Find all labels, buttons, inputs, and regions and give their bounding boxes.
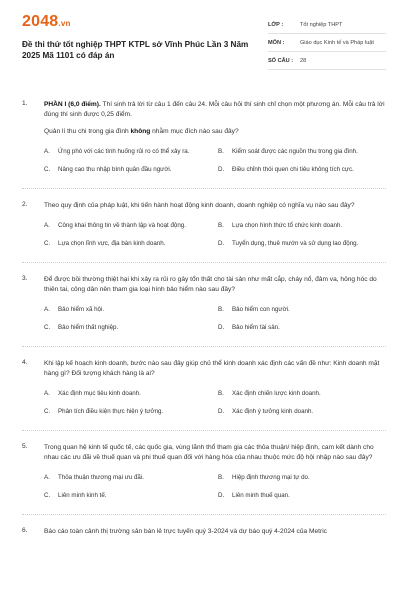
option-b[interactable] — [218, 146, 386, 158]
option-a[interactable] — [44, 472, 212, 484]
option-text: Bảo hiểm xã hội. — [58, 306, 105, 314]
question-divider — [22, 188, 386, 189]
exam-meta — [268, 16, 386, 70]
option-text: Phân tích điều kiện thực hiện ý tưởng. — [58, 408, 164, 416]
option-c[interactable] — [44, 238, 212, 250]
option-text: Thỏa thuận thương mại ưu đãi. — [58, 474, 144, 482]
site-logo[interactable] — [22, 14, 268, 32]
question-4 — [22, 359, 386, 418]
option-letter: A. — [44, 148, 50, 156]
option-letter: B. — [218, 474, 224, 482]
question-stem: Để được bồi thường thiệt hại khi xảy ra rủi ro gây tổn thất cho tài sản như mất cắp, cháy nổ, đâm va, hỏng hóc do thiên tai, công dân nên tham gia loại hình bảo hiểm nào sau đây? — [44, 276, 377, 293]
option-letter: B. — [218, 222, 224, 230]
page-header — [0, 0, 400, 70]
option-text: Liên minh thuế quan. — [232, 492, 290, 500]
option-letter: D. — [218, 492, 225, 500]
meta-row-count — [268, 52, 386, 70]
answer-options — [44, 146, 386, 176]
option-text: Tuyển dụng, thuê mướn và sử dụng lao động. — [232, 240, 359, 248]
option-letter: C. — [44, 166, 51, 174]
exam-title: Đề thi thử tốt nghiệp THPT KTPL sở Vĩnh Phúc Lần 3 Năm 2025 Mã 1101 có đáp án — [22, 40, 249, 60]
meta-row-class — [268, 16, 386, 34]
question-stem: Khi lập kế hoạch kinh doanh, bước nào sau đây giúp chủ thể kinh doanh xác định các vấn đề như: Kinh doanh mặt hàng gì? Đối tượng khách hàng là ai? — [44, 360, 380, 377]
meta-key: MÔN : — [267, 39, 285, 46]
question-divider — [22, 514, 386, 515]
option-d[interactable] — [218, 322, 386, 334]
question-divider — [22, 262, 386, 263]
question-1 — [22, 100, 386, 176]
option-d[interactable] — [218, 490, 386, 502]
option-text: Ứng phó với các tình huống rủi ro có thể xảy ra. — [58, 148, 190, 156]
question-stem: Trong quan hệ kinh tế quốc tế, các quốc gia, vùng lãnh thổ tham gia các thỏa thuận/ hiệp định, cam kết dành cho nhau các ưu đãi về thuế quan và phi thuế quan đối với hàng hóa của nhau thuộc mức độ hội nhập nào sau đây? — [44, 444, 374, 461]
question-divider — [22, 430, 386, 431]
option-text: Bảo hiểm tài sản. — [232, 324, 280, 332]
option-c[interactable] — [44, 406, 212, 418]
option-text: Lựa chọn lĩnh vực, địa bàn kinh doanh. — [58, 240, 166, 248]
questions-list — [0, 100, 400, 537]
option-letter: C. — [44, 408, 51, 416]
meta-row-subject — [268, 34, 386, 52]
option-letter: B. — [218, 390, 224, 398]
part-label: PHẦN I (6,0 điểm). — [44, 101, 101, 108]
question-number: 1. — [22, 100, 28, 107]
answer-options — [44, 388, 386, 418]
option-b[interactable] — [218, 472, 386, 484]
stem-text: Quản lí thu chi trong gia đình — [44, 128, 131, 135]
question-number: 6. — [22, 527, 28, 534]
option-a[interactable] — [44, 388, 212, 400]
option-c[interactable] — [44, 322, 212, 334]
question-number: 2. — [22, 201, 28, 208]
option-b[interactable] — [218, 304, 386, 316]
option-a[interactable] — [44, 304, 212, 316]
option-letter: D. — [218, 166, 225, 174]
question-stem: Theo quy định của pháp luật, khi tiến hành hoạt động kinh doanh, doanh nghiệp có nghĩa vụ nào sau đây? — [44, 202, 355, 209]
question-number: 5. — [22, 443, 28, 450]
option-letter: C. — [44, 324, 51, 332]
option-text: Công khai thông tin về thành lập và hoạt động. — [58, 222, 186, 230]
answer-options — [44, 220, 386, 250]
option-a[interactable] — [44, 146, 212, 158]
option-letter: B. — [218, 306, 224, 314]
meta-key: SỐ CÂU : — [267, 57, 294, 64]
option-letter: C. — [44, 240, 51, 248]
option-text: Lựa chọn hình thức tổ chức kinh doanh. — [232, 222, 343, 230]
answer-options — [44, 304, 386, 334]
option-letter: D. — [218, 324, 225, 332]
option-text: Kiểm soát được các nguồn thu trong gia đình. — [232, 148, 358, 156]
option-letter: D. — [218, 408, 225, 416]
logo-text: 2048 — [22, 13, 59, 30]
option-letter: A. — [44, 390, 50, 398]
option-letter: A. — [44, 474, 50, 482]
question-stem: Báo cáo toàn cảnh thị trường sản bán lẻ trực tuyến quý 3-2024 và dự báo quý 4-2024 của Metric — [44, 528, 327, 535]
option-letter: D. — [218, 240, 225, 248]
stem-emphasis: không — [130, 128, 151, 135]
meta-value: Tốt nghiệp THPT — [299, 21, 343, 28]
option-c[interactable] — [44, 490, 212, 502]
meta-key: LỚP : — [267, 21, 284, 28]
brand-block — [22, 14, 268, 70]
option-letter: C. — [44, 492, 51, 500]
option-b[interactable] — [218, 220, 386, 232]
option-text: Điều chỉnh thói quen chi tiêu không tích cực. — [232, 166, 354, 174]
option-text: Hiệp định thương mại tự do. — [232, 474, 310, 482]
option-d[interactable] — [218, 406, 386, 418]
option-d[interactable] — [218, 238, 386, 250]
question-2 — [22, 201, 386, 250]
question-number: 3. — [22, 275, 28, 282]
option-text: Xác định mục tiêu kinh doanh. — [58, 390, 141, 398]
question-divider — [22, 346, 386, 347]
option-text: Liên minh kinh tế. — [58, 492, 107, 500]
option-text: Bảo hiểm thất nghiệp. — [58, 324, 119, 332]
question-intro — [44, 100, 386, 120]
stem-text: nhằm mục đích nào sau đây? — [150, 128, 239, 135]
option-c[interactable] — [44, 164, 212, 176]
part-instructions: Thí sinh trả lời từ câu 1 đến câu 24. Mỗi câu hỏi thí sinh chỉ chọn một phương án. Mỗi câu trả lời đúng thí sinh được 0,25 điểm. — [44, 101, 385, 118]
meta-value: Giáo dục Kinh tế và Pháp luật — [299, 39, 374, 46]
meta-value: 28 — [299, 57, 307, 64]
option-b[interactable] — [218, 388, 386, 400]
option-text: Bảo hiểm con người. — [232, 306, 290, 314]
question-3 — [22, 275, 386, 334]
option-letter: A. — [44, 306, 50, 314]
question-6 — [22, 527, 386, 537]
logo-suffix: .vn — [58, 19, 71, 28]
question-stem — [44, 127, 386, 137]
option-text: Xác định chiến lược kinh doanh. — [232, 390, 321, 398]
option-letter: B. — [218, 148, 224, 156]
option-a[interactable] — [44, 220, 212, 232]
option-letter: A. — [44, 222, 50, 230]
question-number: 4. — [22, 359, 28, 366]
option-text: Xác định ý tưởng kinh doanh. — [232, 408, 314, 416]
option-text: Nâng cao thu nhập bình quân đầu người. — [58, 166, 172, 174]
option-d[interactable] — [218, 164, 386, 176]
answer-options — [44, 472, 386, 502]
question-5 — [22, 443, 386, 502]
